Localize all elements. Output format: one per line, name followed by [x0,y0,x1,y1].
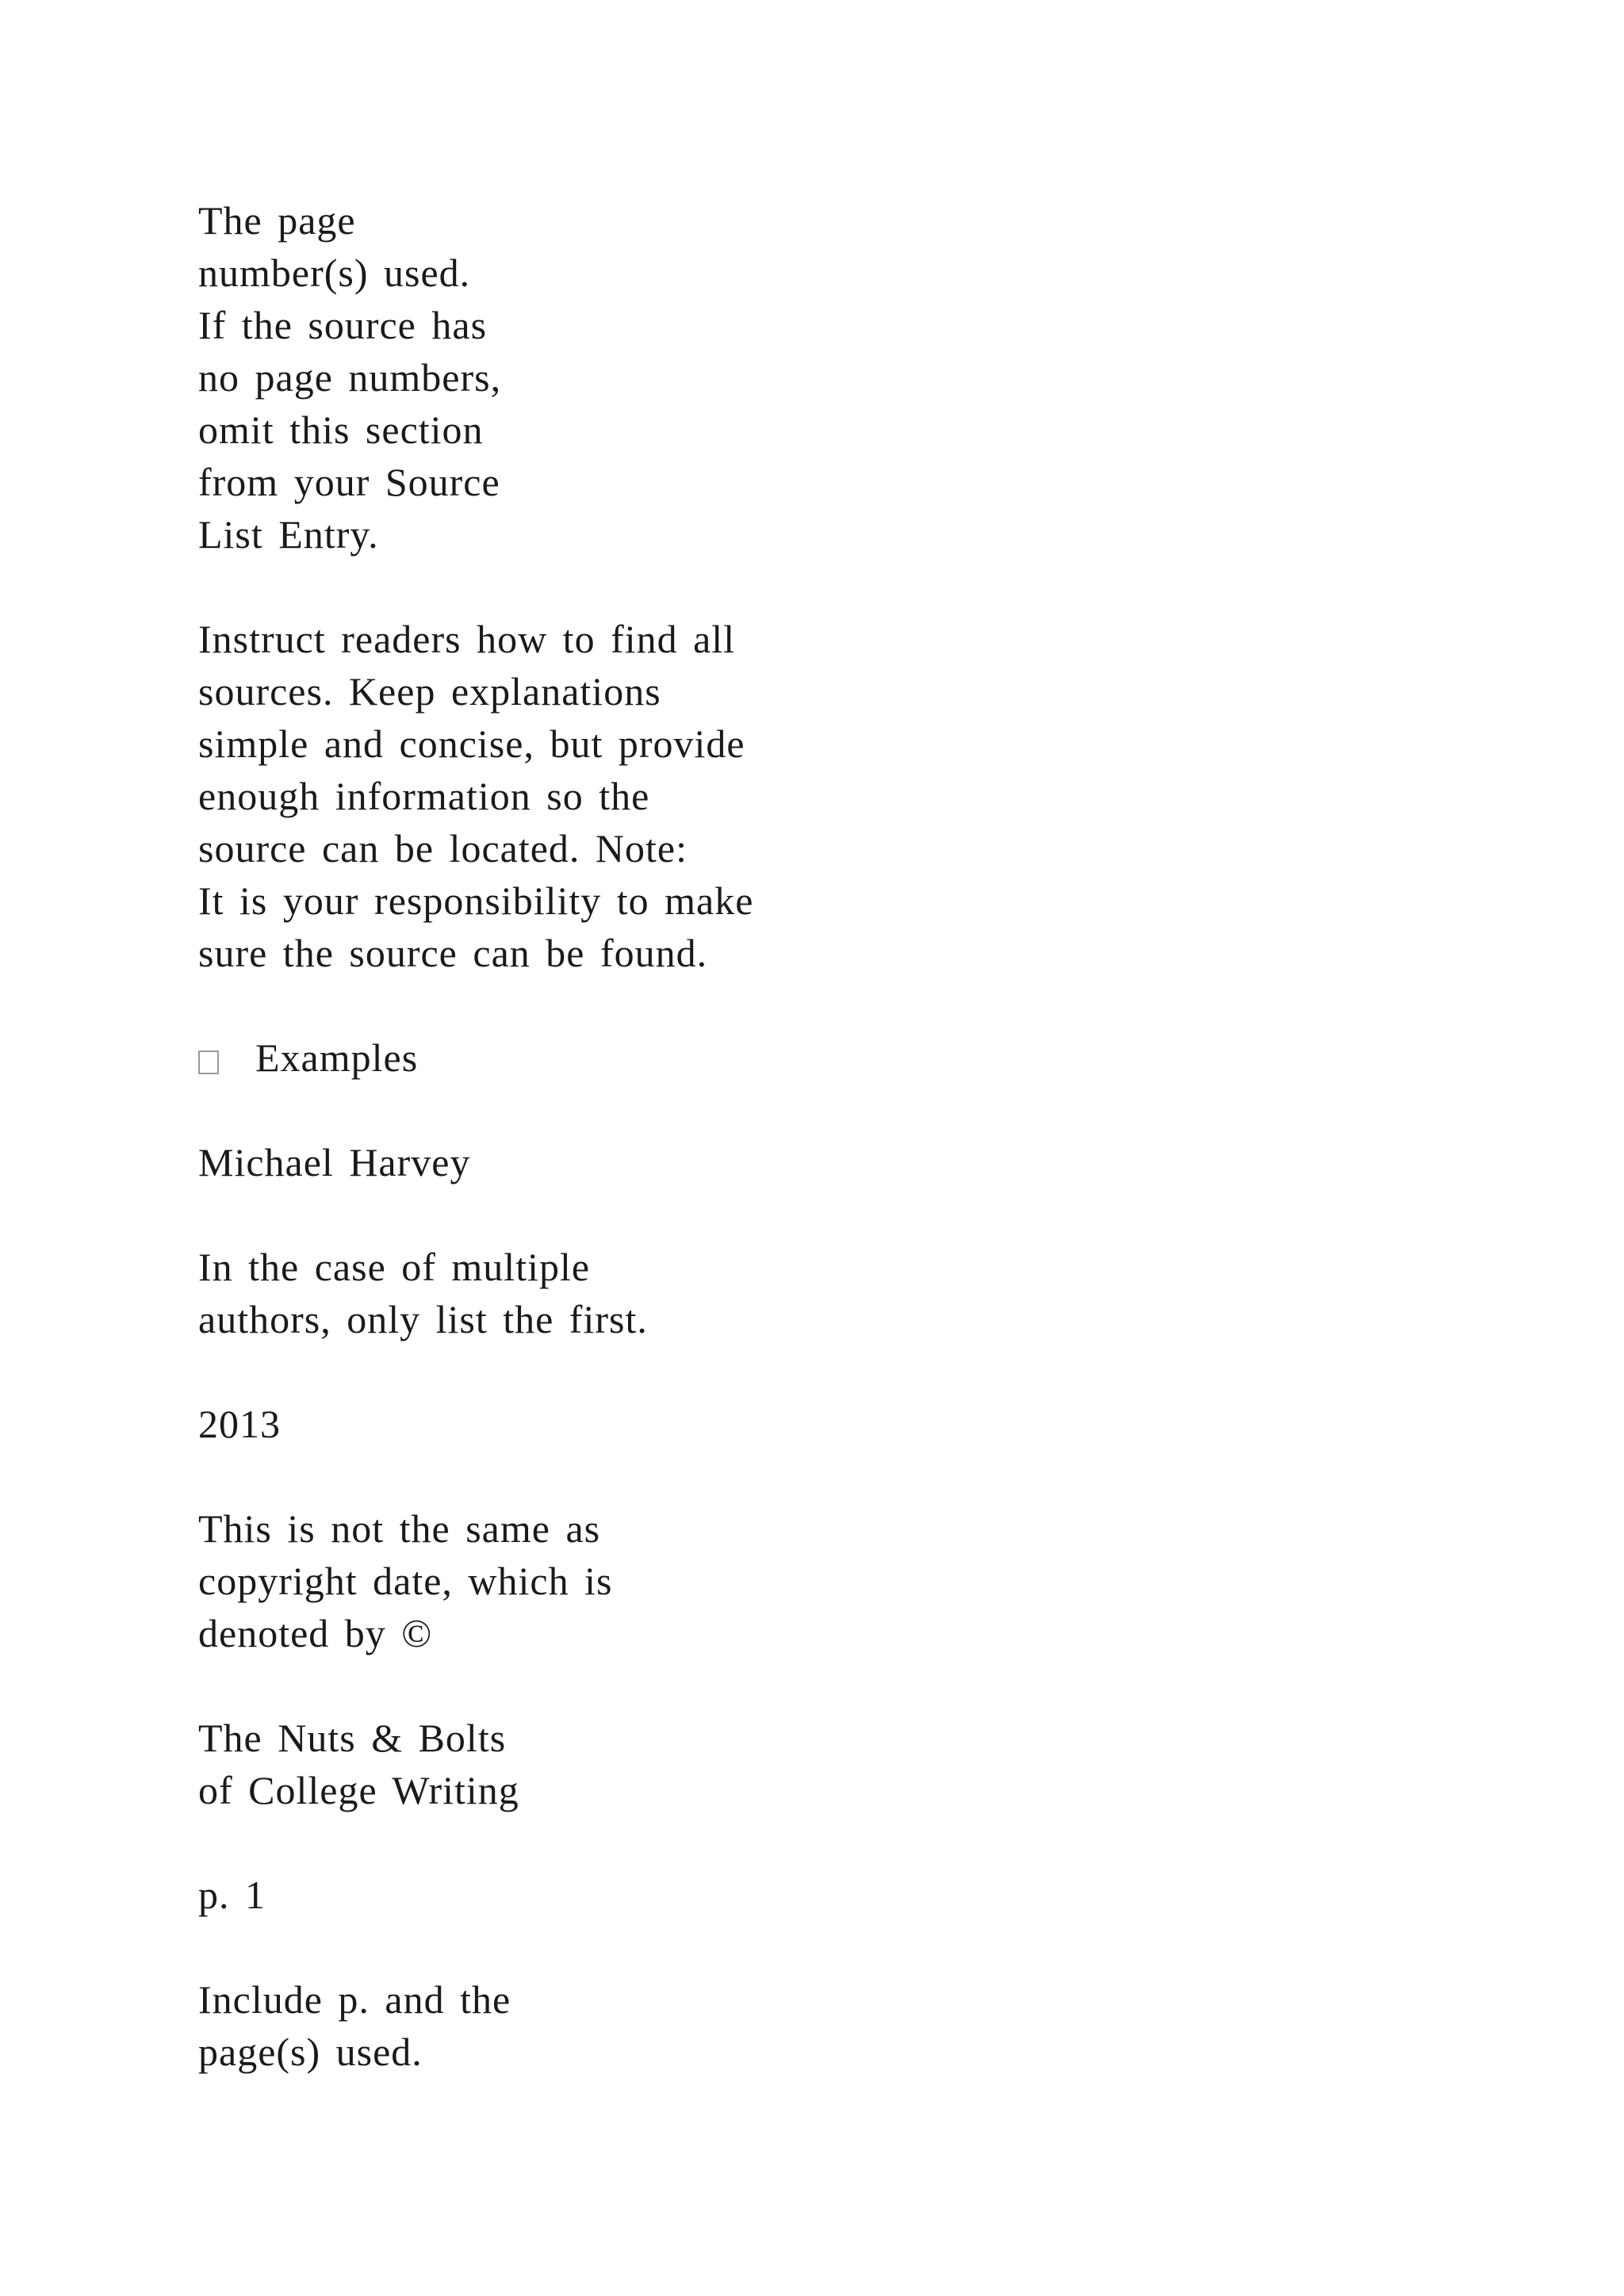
examples-heading [198,1031,1467,1084]
instructions-paragraph [198,613,1467,979]
checkbox-icon [198,1050,219,1074]
text-line: It is your responsibility to make [198,878,754,923]
author-example [198,1136,1467,1188]
text-line: authors, only list the first. [198,1297,648,1341]
page-number-note [198,194,1467,561]
text-line: Instruct readers how to find all [198,617,736,661]
text-line: copyright date, which is [198,1559,613,1603]
text-line: p. 1 [198,1873,266,1917]
text-line: number(s) used. [198,251,471,295]
text-line: The page [198,198,356,243]
text-line: If the source has [198,303,488,347]
year-example [198,1398,1467,1450]
text-line: omit this section [198,408,484,452]
text-line: The Nuts & Bolts [198,1716,507,1760]
text-line: enough information so the [198,774,650,818]
text-line: no page numbers, [198,355,502,400]
examples-heading-line [198,1031,1467,1084]
text-line: Include p. and the [198,1977,511,2022]
text-line: from your Source [198,460,500,504]
text-column [198,194,1467,2130]
title-example [198,1712,1467,1816]
text-line: In the case of multiple [198,1245,591,1289]
text-line: sources. Keep explanations [198,669,661,714]
text-line: source can be located. Note: [198,826,688,871]
text-line: Michael Harvey [198,1140,471,1184]
text-line: 2013 [198,1402,281,1446]
text-line: of College Writing [198,1768,519,1812]
page-note [198,1973,1467,2078]
text-line: simple and concise, but provide [198,721,745,766]
author-note [198,1241,1467,1345]
text-line: denoted by © [198,1611,433,1655]
examples-label: Examples [255,1035,419,1080]
text-line: This is not the same as [198,1506,601,1551]
text-line: sure the source can be found. [198,931,708,975]
text-line: List Entry. [198,512,379,557]
text-line: page(s) used. [198,2030,423,2074]
year-note [198,1502,1467,1659]
page-example [198,1869,1467,1921]
